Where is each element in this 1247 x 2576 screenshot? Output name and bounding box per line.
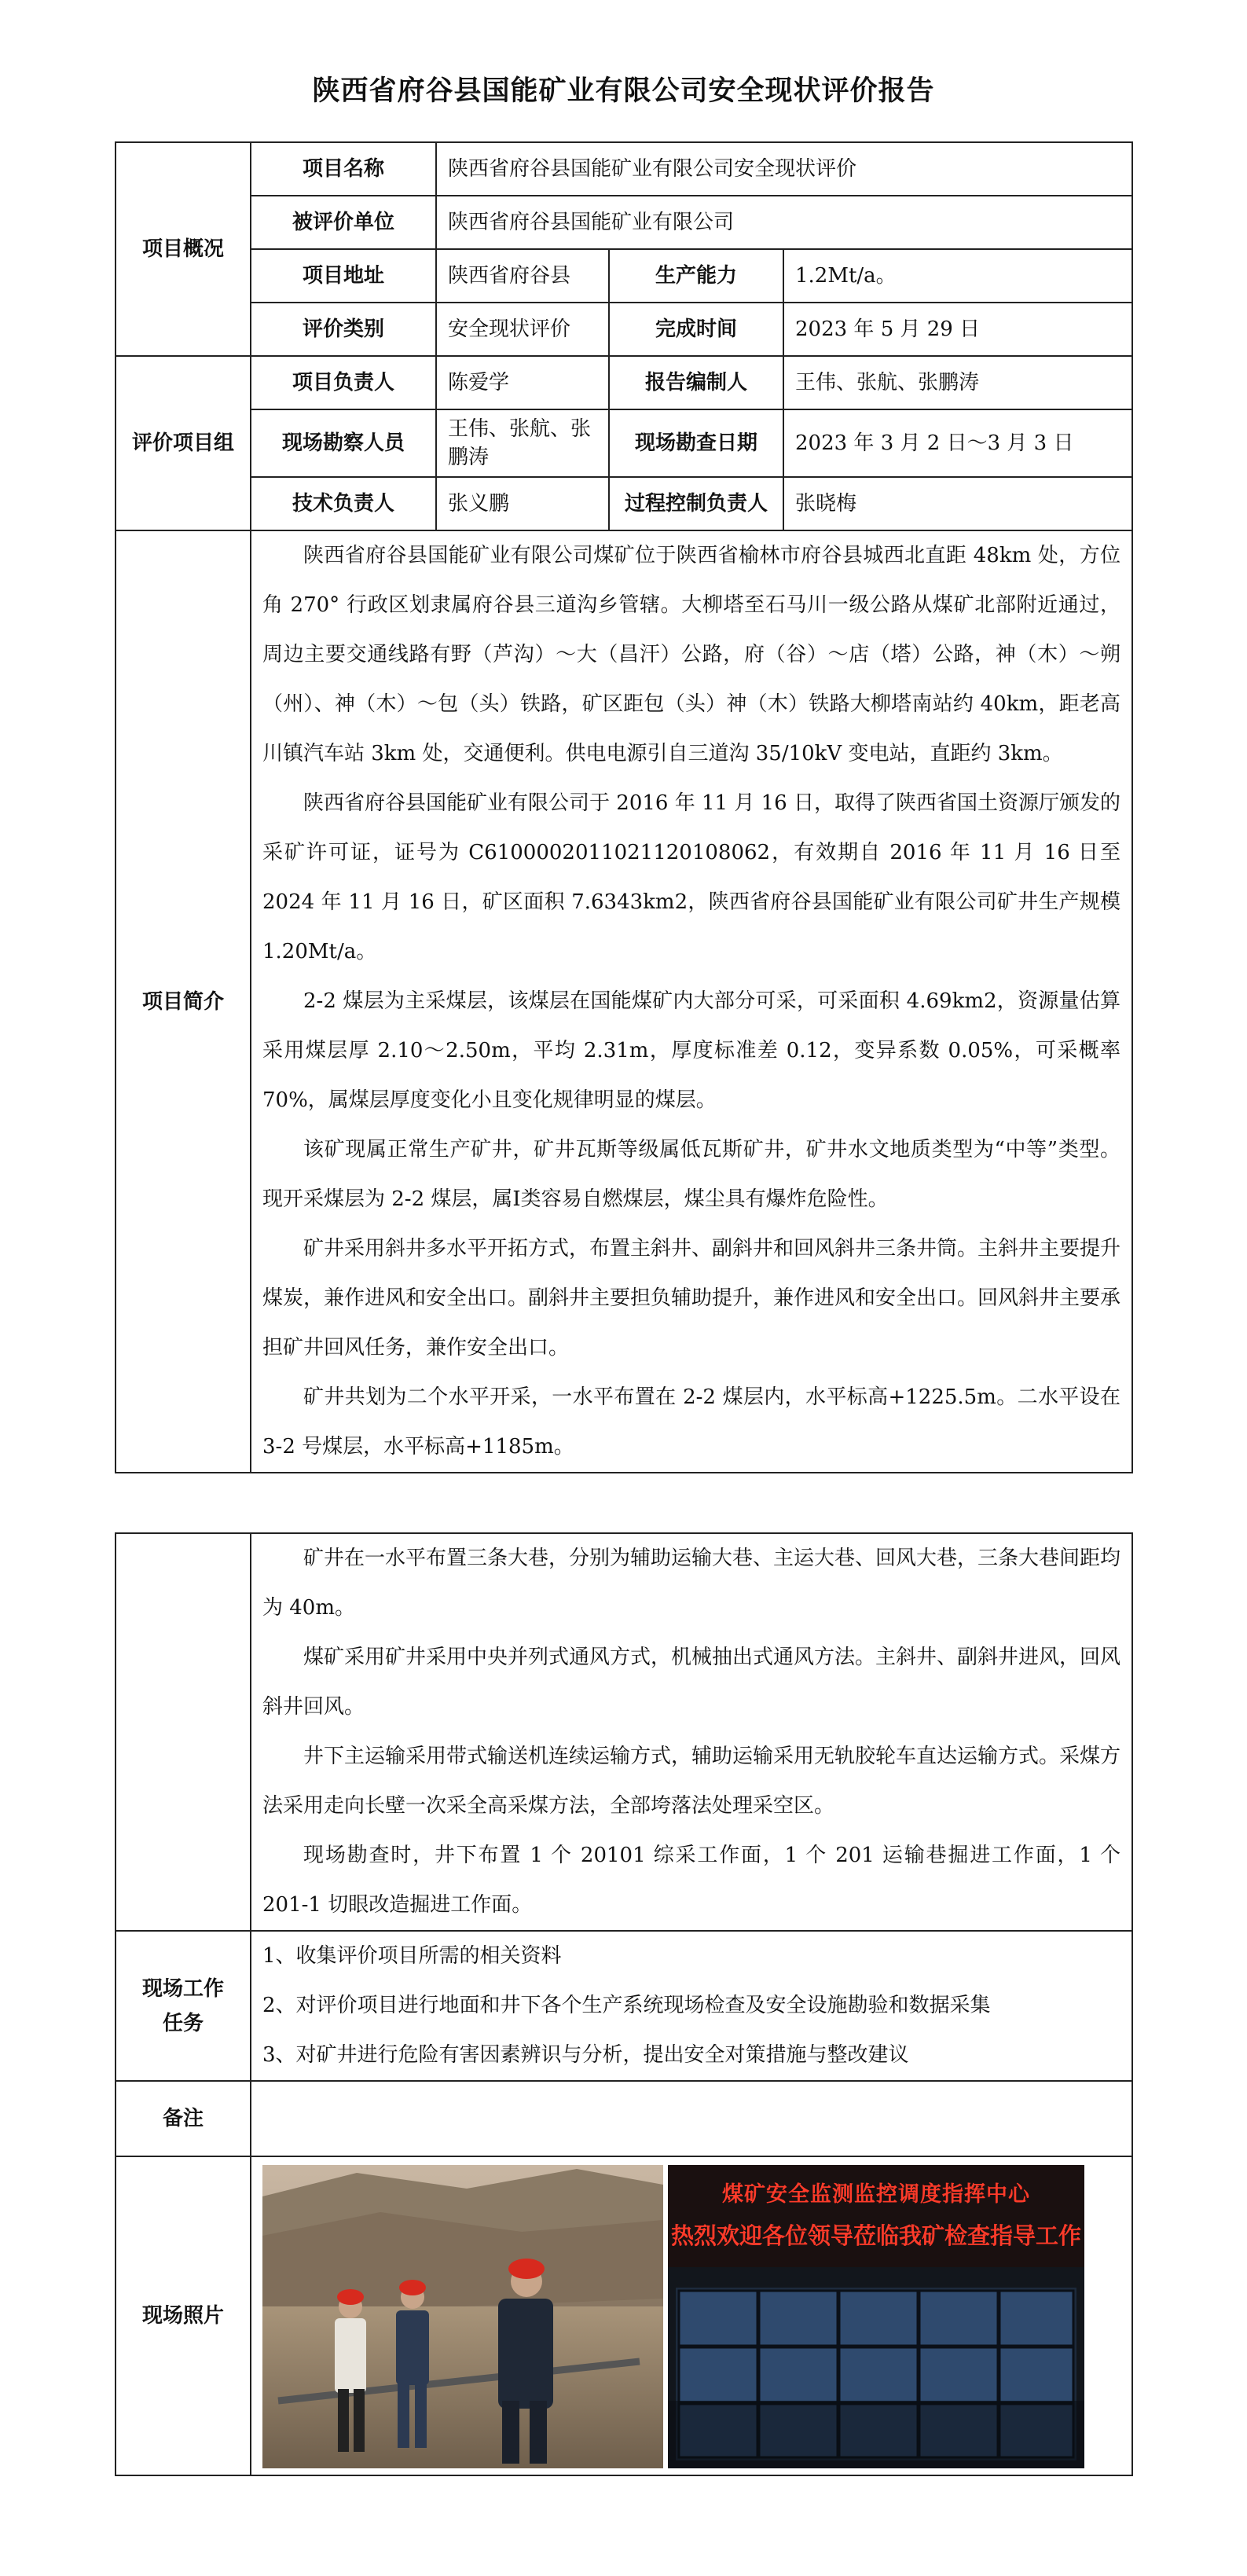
- address-label: 项目地址: [251, 249, 436, 303]
- intro-paragraph: 陕西省府谷县国能矿业有限公司煤矿位于陕西省榆林市府谷县城西北直距 48km 处，方位角 270° 行政区划隶属府谷县三道沟乡管辖。大柳塔至石马川一级公路从煤矿北部附近通过，周边主要交通线路有野（芦沟）～大（昌汗）公路，府（谷）～店（塔）公路，神（木）～朔（州）、神（木）～包（头）铁路，矿区距包（头）神（木）铁路大柳塔南站约 40km，距老高川镇汽车站 3km 处，交通便利。供电电源引自三道沟 35/10kV 变电站，直距约 3km。: [262, 544, 1121, 765]
- team-section-label: 评价项目组: [116, 356, 251, 530]
- intro-paragraph: 煤矿采用矿井采用中央并列式通风方式，机械抽出式通风方法。主斜井、副斜井进风，回风斜井回风。: [262, 1646, 1121, 1719]
- intro-section-label: 项目简介: [116, 530, 251, 1473]
- overview-section-label: 项目概况: [116, 142, 251, 356]
- intro-continued-content: [251, 1533, 1132, 1931]
- leader-value: 陈爱学: [436, 356, 609, 409]
- intro-paragraph: 现场勘查时，井下布置 1 个 20101 综采工作面，1 个 201 运输巷掘进工作面，1 个 201-1 切眼改造掘进工作面。: [262, 1844, 1120, 1917]
- survey-date-label: 现场勘查日期: [609, 409, 783, 477]
- capacity-label: 生产能力: [609, 249, 783, 303]
- survey-staff-value: 王伟、张航、张鹏涛: [436, 409, 609, 477]
- site-inspection-photo: [262, 2165, 663, 2468]
- completion-value: 2023 年 5 月 29 日: [783, 303, 1132, 356]
- category-label: 评价类别: [251, 303, 436, 356]
- survey-date-value: 2023 年 3 月 2 日～3 月 3 日: [783, 409, 1132, 477]
- task-item: 3、对矿井进行危险有害因素辨识与分析，提出安全对策措施与整改建议: [262, 2043, 909, 2067]
- tasks-content: [251, 1931, 1132, 2081]
- remarks-value: [251, 2081, 1132, 2156]
- capacity-value: 1.2Mt/a。: [783, 249, 1132, 303]
- intro-content: [251, 530, 1132, 1473]
- evaluated-unit-label: 被评价单位: [251, 196, 436, 249]
- intro-paragraph: 该矿现属正常生产矿井，矿井瓦斯等级属低瓦斯矿井，矿井水文地质类型为“中等”类型。现开采煤层为 2-2 煤层，属Ⅰ类容易自燃煤层，煤尘具有爆炸危险性。: [262, 1138, 1121, 1211]
- intro-paragraph: 矿井在一水平布置三条大巷，分别为辅助运输大巷、主运大巷、回风大巷，三条大巷间距均为 40m。: [262, 1547, 1121, 1620]
- evaluated-unit-value: 陕西省府谷县国能矿业有限公司: [436, 196, 1132, 249]
- task-item: 2、对评价项目进行地面和井下各个生产系统现场检查及安全设施勘验和数据采集: [262, 1994, 991, 2017]
- intro-paragraph: 2-2 煤层为主采煤层，该煤层在国能煤矿内大部分可采，可采面积 4.69km2，资源量估算采用煤层厚 2.10～2.50m，平均 2.31m，厚度标准差 0.12，变异系数 0.05%，可采概率 70%，属煤层厚度变化小且变化规律明显的煤层。: [262, 989, 1121, 1112]
- page-title: 陕西省府谷县国能矿业有限公司安全现状评价报告: [312, 75, 935, 107]
- process-leader-value: 张晓梅: [783, 477, 1132, 530]
- survey-staff-label: 现场勘察人员: [251, 409, 436, 477]
- tech-leader-value: 张义鹏: [436, 477, 609, 530]
- intro-paragraph: 井下主运输采用带式输送机连续运输方式，辅助运输采用无轨胶轮车直达运输方式。采煤方法采用走向长壁一次采全高采煤方法，全部垮落法处理采空区。: [262, 1745, 1121, 1818]
- control-room-photo: [668, 2165, 1084, 2468]
- report-table: [115, 141, 1133, 1473]
- category-value: 安全现状评价: [436, 303, 609, 356]
- intro-paragraph: 矿井采用斜井多水平开拓方式，布置主斜井、副斜井和回风斜井三条井筒。主斜井主要提升煤炭，兼作进风和安全出口。副斜井主要担负辅助提升，兼作进风和安全出口。回风斜井主要承担矿井回风任务，兼作安全出口。: [262, 1237, 1121, 1360]
- authors-label: 报告编制人: [609, 356, 783, 409]
- report-table-continued: [115, 1532, 1133, 2476]
- authors-value: 王伟、张航、张鹏涛: [783, 356, 1132, 409]
- intro-continued-label: [116, 1533, 251, 1931]
- completion-label: 完成时间: [609, 303, 783, 356]
- intro-paragraph: 陕西省府谷县国能矿业有限公司于 2016 年 11 月 16 日，取得了陕西省国土资源厅颁发的采矿许可证，证号为 C6100002011021120108062，有效期自 2016 年 11 月 16 日至 2024 年 11 月 16 日，矿区面积 7.6343km2，陕西省府谷县国能矿业有限公司矿井生产规模 1.20Mt/a。: [262, 791, 1121, 963]
- remarks-section-label: 备注: [116, 2081, 251, 2156]
- project-name-value: 陕西省府谷县国能矿业有限公司安全现状评价: [436, 142, 1132, 196]
- tech-leader-label: 技术负责人: [251, 477, 436, 530]
- led-banner-line2: 热烈欢迎各位领导莅临我矿检查指导工作: [670, 2222, 1081, 2249]
- tasks-section-label: 现场工作任务: [116, 1931, 251, 2081]
- intro-paragraph: 矿井共划为二个水平开采，一水平布置在 2-2 煤层内，水平标高+1225.5m。二水平设在 3-2 号煤层，水平标高+1185m。: [262, 1385, 1121, 1459]
- leader-label: 项目负责人: [251, 356, 436, 409]
- address-value: 陕西省府谷县: [436, 249, 609, 303]
- photos-section-label: 现场照片: [116, 2156, 251, 2475]
- project-name-label: 项目名称: [251, 142, 436, 196]
- task-item: 1、收集评价项目所需的相关资料: [262, 1944, 562, 1968]
- photos-cell: [251, 2156, 1132, 2475]
- led-banner-line1: 煤矿安全监测监控调度指挥中心: [722, 2182, 1030, 2207]
- process-leader-label: 过程控制负责人: [609, 477, 783, 530]
